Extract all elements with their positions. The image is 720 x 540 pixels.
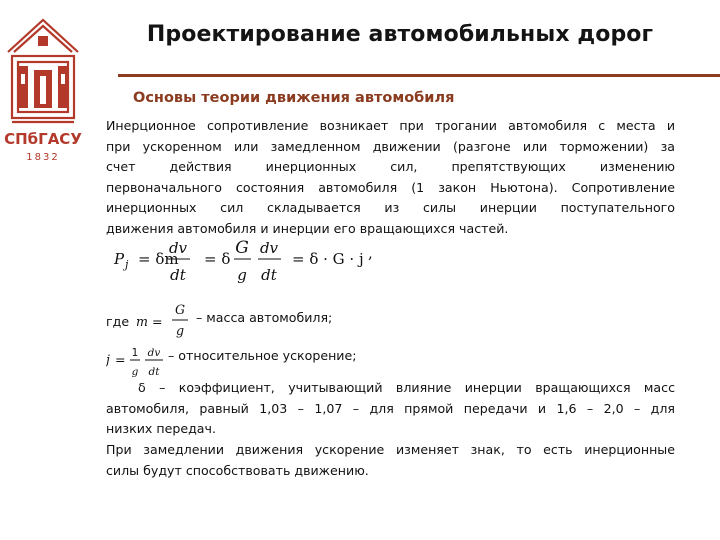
where-m: m xyxy=(136,314,148,329)
title-divider xyxy=(118,74,720,77)
accel-text: – относительное ускорение; xyxy=(168,348,357,363)
accel-num2: dv xyxy=(147,347,161,359)
paragraph-inertia xyxy=(106,116,675,240)
formula-lhs: P xyxy=(114,250,125,268)
paragraph-deceleration xyxy=(106,440,675,481)
mass-definition xyxy=(106,302,406,342)
text-line: силы будут способствовать движению. xyxy=(106,462,369,478)
section-subtitle: Основы теории движения автомобиля xyxy=(133,90,455,106)
slide-title: Проектирование автомобильных дорог xyxy=(146,22,654,47)
formula-trail: , xyxy=(368,244,373,262)
formula-term2b-num: dv xyxy=(259,239,279,257)
formula-term2-den: g xyxy=(237,266,247,284)
where-prefix: где xyxy=(106,314,130,329)
university-logo xyxy=(4,6,82,170)
text-line: движения автомобиля и инерции его вращающихся частей. xyxy=(106,220,509,236)
text-line: счет действия инерционных сил, препятствующих изменению xyxy=(106,159,675,175)
text-line: При замедлении движения ускорение изменяет знак, то есть инерционные xyxy=(106,442,675,457)
paragraph-delta xyxy=(106,378,675,440)
accel-den: g xyxy=(131,366,139,378)
formula-term2-coef: = δ xyxy=(204,250,231,268)
formula-term1-coef: = δm xyxy=(138,250,179,268)
accel-num: 1 xyxy=(131,347,139,359)
where-text: – масса автомобиля; xyxy=(196,310,333,325)
formula-term1-den: dt xyxy=(170,266,186,284)
accel-den2: dt xyxy=(148,366,160,378)
where-den: g xyxy=(175,323,185,338)
where-eq: = xyxy=(152,314,163,329)
formula-lhs-sub: j xyxy=(125,258,129,271)
accel-eq: = xyxy=(115,352,126,367)
inertia-formula xyxy=(106,226,426,292)
text-line: первоначального состояния автомобиля (1 закон Ньютона). Сопротивление xyxy=(106,179,675,195)
text-line: инерционных сил складывается из силы инерции поступательного xyxy=(106,200,675,216)
text-line: Инерционное сопротивление возникает при трогании автомобиля с места и xyxy=(106,118,675,133)
text-line: при ускоренном или замедленном движении (разгоне или торможении) за xyxy=(106,138,675,154)
formula-term2b-den: dt xyxy=(261,266,277,284)
text-line: δ – коэффициент, учитывающий влияние инерции вращающихся масс xyxy=(138,380,675,395)
formula-term1-num: dv xyxy=(168,239,188,257)
accel-lhs: j xyxy=(106,352,110,367)
text-line: низких передач. xyxy=(106,421,216,437)
formula-term2-num: G xyxy=(235,238,249,258)
formula-term3: = δ · G · j xyxy=(292,250,364,268)
where-num: G xyxy=(174,302,186,317)
logo-name: СПбГАСУ xyxy=(4,130,82,148)
logo-year: 1832 xyxy=(26,152,60,163)
text-line: автомобиля, равный 1,03 – 1,07 – для прямой передачи и 1,6 – 2,0 – для xyxy=(106,400,675,416)
